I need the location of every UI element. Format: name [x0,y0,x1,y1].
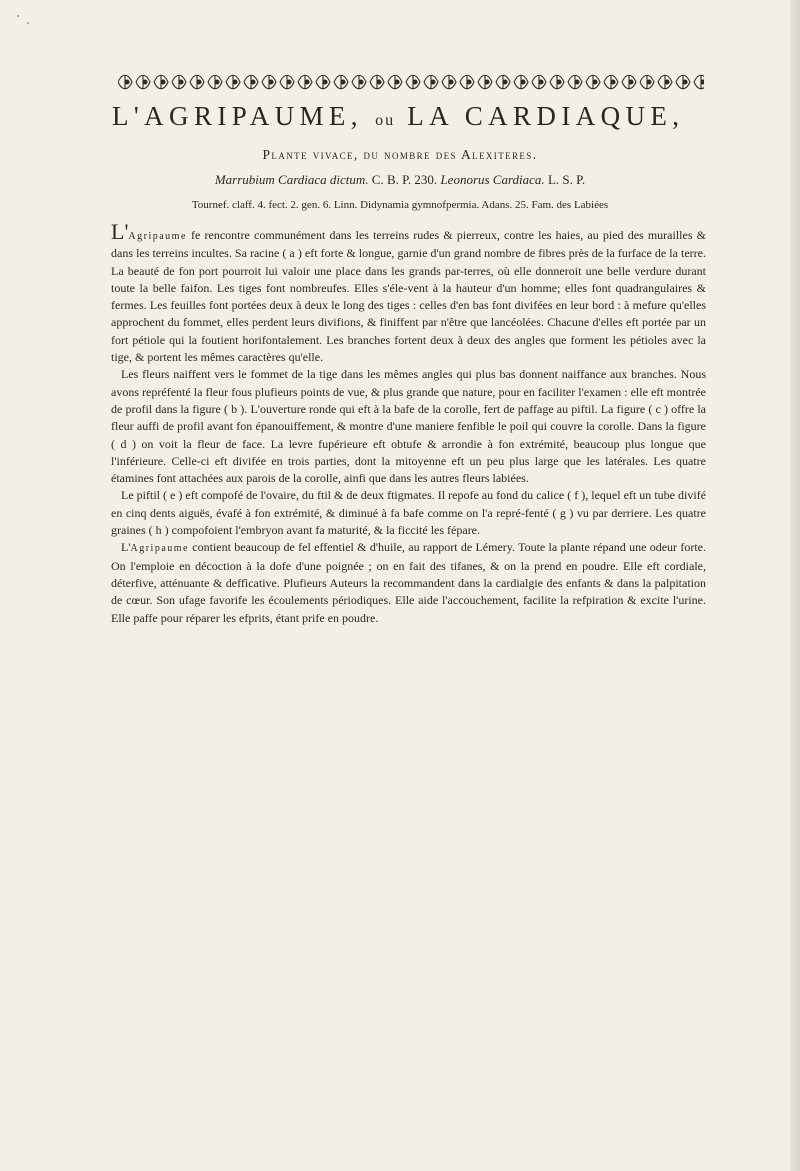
synonym-reference: C. B. P. 230. [371,172,438,187]
paragraph-prefix: L' [121,540,131,555]
paragraph: Le piftil ( e ) eft compofé de l'ovaire, du ftil & de deux ftigmates. Il repofe au fond du calice ( f ), lequel eft un tube divifé en cinq dents aiguës, évafé à fon extrémité, & diminué à fa bafe comme on l'a repré-fenté ( g ) vu par derriere. Les quatre graines ( h ) compofoient l'embryon avant fa maturité, & la ficcité les fépare. [111,488,706,538]
small-caps-word: Agripaume [128,231,187,242]
classification-line: Tournef. claff. 4. fect. 2. gen. 6. Linn. Didynamia gymnofpermia. Adans. 25. Fam. des Labiées [191,199,609,211]
paragraph [111,219,706,366]
page-title [112,100,702,137]
synonym-name: Marrubium Cardiaca dictum. [214,172,369,187]
paper-speck [27,22,29,24]
title-connector: ou [375,112,396,129]
paragraph [111,539,706,626]
small-caps-word: Agripaume [130,543,189,555]
floral-ornament-band [118,70,704,94]
title-main: L'AGRIPAUME, [112,101,363,131]
paragraph-text: fe rencontre communément dans les terreins rudes & pierreux, contre les haies, au pied des murailles & dans les terreins incultes. Sa racine ( a ) eft forte & longue, garnie d'un grand nombre de fibres près de la furface de la terre. La beauté de fon port pourroit lui valoir une place dans les grands par-terres, où elle donneroit une belle verdure durant toute la belle faifon. Les tiges font nombreufes. Elles s'éle-vent à la hauteur d'un homme; elles font quadrangulaires & fermes. Les feuilles font portées deux à deux le long des tiges : celles d'en bas font divifées en leur bord : à mefure qu'elles approchent du fommet, elles perdent leurs divifions, & finiffent par n'être que lancéolées. Chacune d'elles eft portée par un fort pétiole qui la foutient horifontalement. Les branches fortent deux à deux des angles que forment les pétioles avec la tige, & portent les mêmes caractères qu'elle. [111,228,706,365]
botanical-synonyms [0,172,800,188]
synonym-reference-2: L. S. P. [547,172,586,187]
title-alt: LA CARDIAQUE, [407,101,685,131]
paragraph: Les fleurs naiffent vers le fommet de la tige dans les mêmes angles qui plus bas donnent naiffance aux branches. Nous avons repréfenté la fleur fous plufieurs points de vue, & plus grande que nature, pour en faciliter l'examen : elle eft montrée de profil dans la figure ( b ). L'ouverture ronde qui eft à la bafe de la corolle, fert de paffage au piftil. La figure ( c ) offre la fleur auffi de profil avant fon épanouiffement, & montre d'une maniere fenfible le poil qui couvre la corolle. Dans la figure ( d ) on voit la fleur de face. La levre fupérieure eft obtufe & arrondie à fon extrémité, beaucoup plus longue que l'inférieure. Celle-ci eft divifée en trois parties, dont la mitoyenne eft un peu plus large que les latérales. Les quatre étamines font attachées aux parois de la corolle, ainfi que dans les autres fleurs labiées. [111,367,706,486]
paragraph-text: contient beaucoup de fel effentiel & d'huile, au rapport de Lémery. Toute la plante répand une odeur forte. On l'emploie en décoction à la dofe d'une poignée ; on en fait des tifanes, & on la prend en poudre. Elle eft cordiale, déterfive, atténuante & deffìcative. Plufieurs Auteurs la recommandent dans la cardialgie des enfants & dans la palpitation de cœur. Son ufage favorife les écoulements périodiques. Elle aide l'accouchement, facilite la refpiration & excite l'urine. Elle paffe pour réparer les efprits, étant prife en poudre. [111,540,706,625]
paper-speck [17,15,19,17]
drop-cap: L' [111,219,129,244]
text-body [111,219,706,627]
plant-description-subtitle: Plante vivace, du nombre des Alexiteres. [262,147,538,162]
synonym-name-2: Leonorus Cardiaca. [440,172,545,187]
